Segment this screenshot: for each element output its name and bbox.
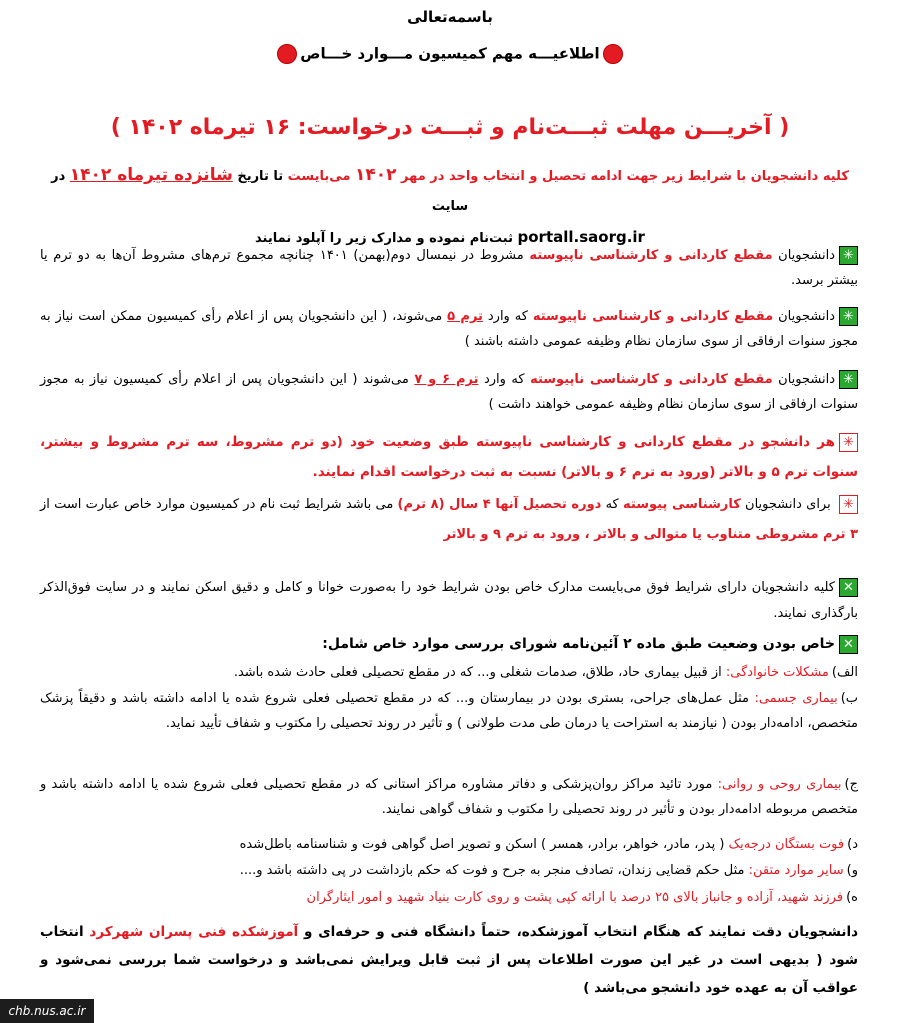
notice-title: اطلاعیـــه مهم کمیسیون مـــوارد خـــاص — [300, 44, 600, 63]
item-4-text-a: هر دانشجو در مقطع کاردانی و کارشناسی ناپیوسته طبق وضعیت خود (دو ترم مشروط، سه ترم مشروط و بیشتر، سنوات — [40, 434, 858, 480]
item-5-text-e: می باشد شرایط ثبت نام در کمیسیون موارد خاص عبارت است از — [40, 497, 398, 512]
star-check-icon: ✳ — [839, 246, 858, 265]
check-icon: ✕ — [839, 635, 858, 654]
intro-text-2: می‌بایست — [283, 169, 355, 184]
item-4 — [40, 427, 858, 487]
asterisk-icon: ✳ — [839, 495, 858, 514]
closing-note — [40, 918, 858, 1002]
cases-heading — [40, 632, 858, 657]
intro-year: ۱۴۰۲ — [355, 165, 397, 185]
case-d-title: فوت بستگان درجه‌یک — [728, 837, 845, 852]
case-e-title: سایر موارد متقن: — [748, 863, 844, 878]
intro-text-3: تا تاریخ — [232, 169, 284, 184]
case-e-desc: مثل حکم قضایی زندان، تصادف منجر به جرح و فوت که حکم بازداشت در پی داشته باشد و.... — [239, 863, 749, 878]
closing-text-c: انتخاب شود ( بدیهی است در غیر این صورت اطلاعات پس از ثبت قابل ویرایش نمی‌باشد و درخواست شما بررسی نمی‌شود و عواقب آن به عهده خود دانشجو می‌باشد ) — [40, 924, 858, 996]
case-f-label: ه) — [846, 890, 858, 905]
item-5-conditions: ۳ ترم مشروطی متناوب یا متوالی و بالاتر ، ورود به ترم ۹ و بالاتر — [443, 527, 858, 542]
case-b-label: ب) — [840, 691, 859, 706]
docs-note-text: کلیه دانشجویان دارای شرایط فوق می‌بایست مدارک خاص بودن شرایط خود را به‌صورت خوانا و کامل و دقیق اسکن نمایند و در سایت فوق‌الذکر بارگذاری نمایند. — [40, 580, 858, 621]
case-c-title: بیماری روحی و روانی: — [717, 777, 842, 792]
intro-text-5: ثبت‌نام نموده و مدارک زیر را آپلود نمایند — [255, 231, 518, 246]
basmala: باسمه‌تعالی — [407, 8, 493, 26]
item-5-text-c: که — [601, 497, 623, 512]
item-5-period: دوره تحصیل آنها ۴ سال (۸ ترم) — [397, 497, 602, 512]
item-2-text-e: می‌شوند، ( این دانشجویان پس از اعلام رأی کمیسیون ممکن است نیاز به مجوز سنوات ارفاقی از سوی سازمان نظام وظیفه عمومی داشته باشند ) — [40, 309, 858, 349]
case-c — [40, 772, 858, 822]
item-4-term: ترم ۵ و بالاتر — [720, 464, 808, 480]
item-5-highlight: کارشناسی پیوسته — [623, 497, 741, 512]
case-d — [40, 832, 858, 857]
case-b — [40, 686, 858, 736]
item-5-text-a: برای دانشجویان — [740, 497, 835, 512]
case-a-label: الف) — [831, 665, 858, 680]
case-b-desc: مثل عمل‌های جراحی، بستری بودن در بیمارستان و... که در مقطع تحصیلی فعلی شروع شده یا ادامه داشته باشد و دقیقاً پزشک متخصص، ادامه‌دار بودن ( نیازمند به استراحت یا درمان طی مدت طولانی ) و تأثیر در روند تحصیلی را مکتوب و شفاف تأیید نماید. — [40, 691, 858, 731]
red-dot-icon — [603, 44, 623, 64]
footer-site-badge: chb.nus.ac.ir — [0, 999, 94, 1023]
item-1 — [40, 243, 858, 293]
deadline-title: ( آخریـــن مهلت ثبـــت‌نام و ثبـــت درخواست: ۱۶ تیرماه ۱۴۰۲ ) — [110, 115, 790, 140]
item-2 — [40, 304, 858, 354]
case-f-title: فرزند شهید، آزاده و جانباز بالای ۲۵ درصد با ارائه کپی پشت و روی کارت بنیاد شهید و امور ایثارگران — [306, 890, 844, 905]
star-check-icon: ✳ — [839, 370, 858, 389]
item-1-text-c: مشروط در نیمسال دوم(بهمن) ۱۴۰۱ چنانچه مجموع ترم‌های مشروط آن‌ها به دو ترم یا بیشتر برسد. — [40, 248, 858, 288]
item-5 — [40, 490, 858, 550]
case-a-desc: از قبیل بیماری حاد، طلاق، صدمات شغلی و... که در مقطع تحصیلی فعلی حادث شده باشد. — [233, 665, 726, 680]
intro-paragraph — [50, 160, 850, 254]
case-d-label: د) — [847, 837, 858, 852]
item-2-text-c: که وارد — [482, 309, 533, 324]
case-d-desc: ( پدر، مادر، خواهر، برادر، همسر ) اسکن و تصویر اصل گواهی فوت و شناسنامه باطل‌شده — [239, 837, 729, 852]
cases-heading-text: خاص بودن وضعیت طبق ماده ۲ آئین‌نامه شورای بررسی موارد خاص شامل: — [322, 636, 835, 652]
docs-note — [40, 575, 858, 627]
item-3-highlight: مقطع کاردانی و کارشناسی ناپیوسته — [530, 372, 773, 387]
item-3 — [40, 367, 858, 417]
case-c-label: ج) — [844, 777, 858, 792]
asterisk-icon: ✳ — [839, 433, 858, 452]
site-url: portall.saorg.ir — [517, 228, 645, 246]
closing-text-a: دانشجویان دقت نمایند که هنگام انتخاب آموزشکده، حتماً دانشگاه فنی و حرفه‌ای و — [298, 924, 859, 940]
notice-title-row — [0, 44, 900, 64]
item-3-text-a: دانشجویان — [772, 372, 836, 387]
intro-date: شانزده تیرماه ۱۴۰۲ — [69, 165, 233, 185]
item-3-text-e: می‌شوند ( این دانشجویان پس از اعلام رأی کمیسیون نیاز به مجوز سنوات ارفاقی از سوی سازمان نظام وظیفه عمومی خواهند داشت ) — [40, 372, 858, 412]
case-b-title: بیماری جسمی: — [754, 691, 838, 706]
closing-school: آموزشکده فنی پسران شهرکرد — [89, 924, 299, 940]
case-a-title: مشکلات خانوادگی: — [725, 665, 829, 680]
item-4-text-c: (ورود به ترم ۶ و بالاتر) نسبت به ثبت درخواست اقدام نمایند. — [312, 464, 721, 480]
item-2-text-a: دانشجویان — [773, 309, 835, 324]
case-c-desc: مورد تائید مراکز روان‌پزشکی و دفاتر مشاوره مراکز استانی که در مقطع تحصیلی فعلی شروع شده یا ادامه داشته باشد و متخصص مربوطه ادامه‌دار بودن و تأثیر در روند تحصیلی را مکتوب و شفاف گواهی نمایند. — [40, 777, 858, 817]
check-icon: ✕ — [839, 578, 858, 597]
intro-text-1: کلیه دانشجویان با شرایط زیر جهت ادامه تحصیل و انتخاب واحد در مهر — [396, 169, 849, 184]
item-2-term: ترم ۵ — [447, 309, 483, 324]
case-a — [40, 660, 858, 685]
item-1-text-a: دانشجویان — [772, 248, 835, 263]
intro-text-4: در سایت — [51, 169, 469, 214]
case-e-label: و) — [846, 863, 858, 878]
item-2-highlight: مقطع کاردانی و کارشناسی ناپیوسته — [532, 309, 774, 324]
case-e — [40, 858, 858, 883]
item-3-term: ترم ۶ و ۷ — [414, 372, 479, 387]
item-3-text-c: که وارد — [478, 372, 531, 387]
item-1-highlight: مقطع کاردانی و کارشناسی ناپیوسته — [529, 248, 773, 263]
case-f — [40, 885, 858, 910]
red-dot-icon — [277, 44, 297, 64]
star-check-icon: ✳ — [839, 307, 858, 326]
